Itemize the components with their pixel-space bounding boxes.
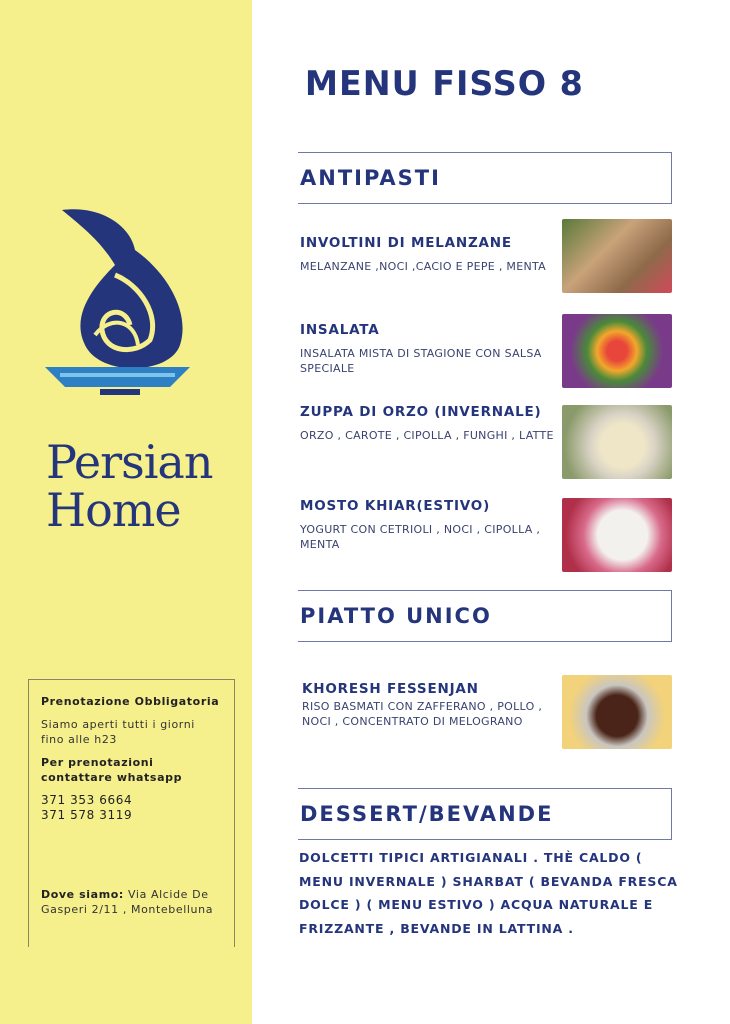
zuppa-photo [562, 405, 672, 479]
menu-item [300, 498, 555, 552]
info-heading: Prenotazione Obbligatoria [41, 695, 220, 708]
item-desc: MELANZANE ,NOCI ,CACIO E PEPE , MENTA [300, 260, 546, 273]
section-dessert [298, 788, 672, 840]
phone-1[interactable]: 371 353 6664 [41, 793, 133, 807]
fessenjan-photo [562, 675, 672, 749]
persian-home-logo [40, 205, 200, 410]
brand-name [46, 435, 213, 537]
item-desc: ORZO , CAROTE , CIPOLLA , FUNGHI , LATTE [300, 429, 554, 442]
item-desc: INSALATA MISTA DI STAGIONE CON SALSA SPECIALE [300, 347, 542, 375]
info-box [28, 679, 235, 947]
section-label: PIATTO UNICO [300, 604, 492, 628]
item-name: MOSTO KHIAR(ESTIVO) [300, 498, 491, 514]
item-name: KHORESH FESSENJAN [302, 681, 479, 697]
mosto-khiar-photo [562, 498, 672, 572]
item-desc: RISO BASMATI CON ZAFFERANO , POLLO , NOCI , CONCENTRATO DI MELOGRANO [302, 700, 543, 728]
brand-line2: Home [46, 483, 181, 537]
item-name: INVOLTINI DI MELANZANE [300, 235, 512, 251]
where-label: Dove siamo: [41, 888, 124, 901]
sidebar [0, 0, 252, 1024]
section-label: ANTIPASTI [300, 166, 441, 190]
item-desc: YOGURT CON CETRIOLI , NOCI , CIPOLLA , MENTA [300, 523, 541, 551]
menu-item [300, 404, 555, 443]
item-name: ZUPPA DI ORZO (INVERNALE) [300, 404, 542, 420]
menu-title: MENU FISSO 8 [304, 64, 584, 104]
item-name: INSALATA [300, 322, 380, 338]
menu-item [300, 322, 555, 376]
section-piatto-unico [298, 590, 672, 642]
menu-item [302, 681, 557, 729]
address: Via Alcide De Gasperi 2/11 , Montebelluna [41, 888, 214, 916]
opening-hours: Siamo aperti tutti i giorni fino alle h23 [41, 718, 195, 746]
brand-line1: Persian [46, 435, 213, 489]
insalata-photo [562, 314, 672, 388]
section-label: DESSERT/BEVANDE [300, 802, 554, 826]
section-antipasti [298, 152, 672, 204]
involtini-photo [562, 219, 672, 293]
menu-item [300, 235, 555, 274]
contact-text: Per prenotazioni contattare whatsapp [41, 756, 183, 784]
phone-2[interactable]: 371 578 3119 [41, 808, 133, 822]
dessert-text: DOLCETTI TIPICI ARTIGIANALI . THÈ CALDO ( MENU INVERNALE ) SHARBAT ( BEVANDA FRESCA DOLCE ) ( MENU ESTIVO ) ACQUA NATURALE E FRIZZANTE , BEVANDE IN LATTINA . [299, 850, 678, 936]
